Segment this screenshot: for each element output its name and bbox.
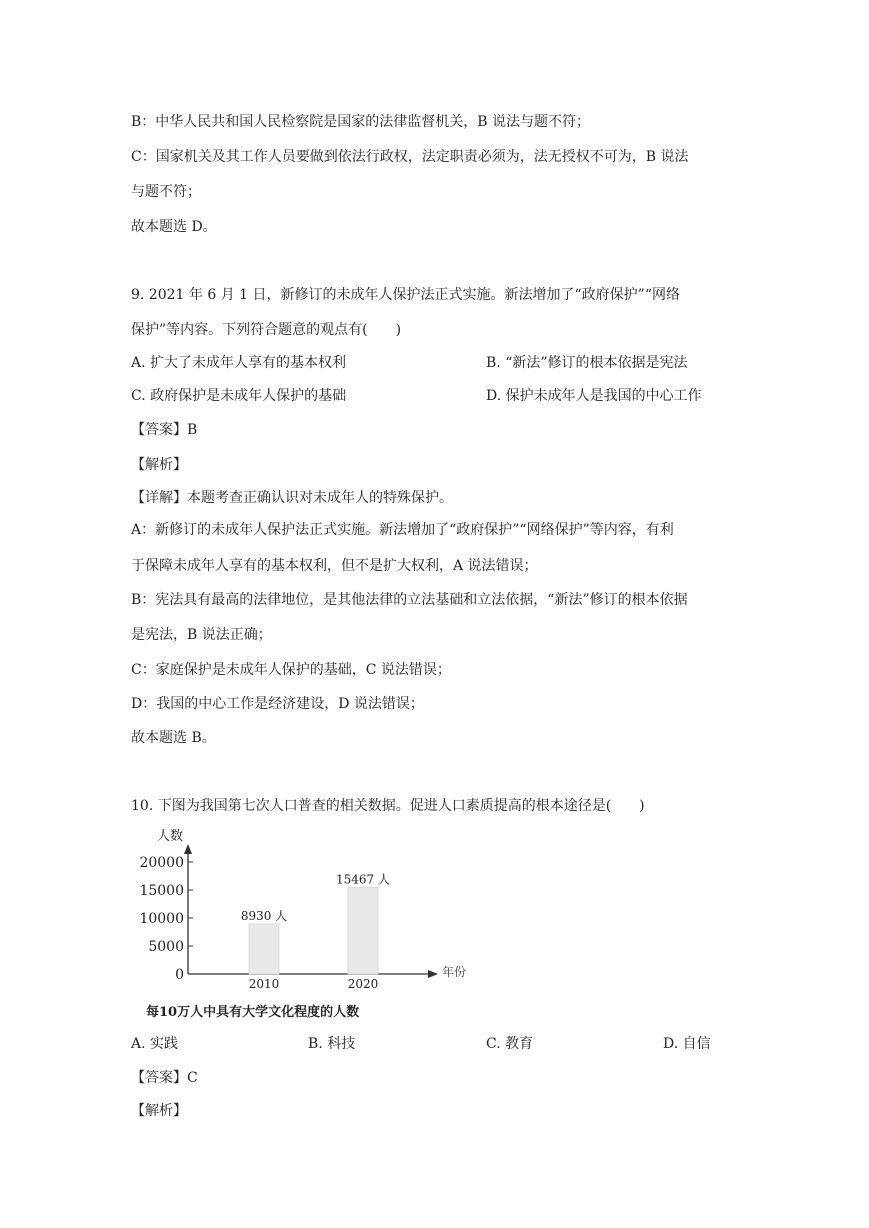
q10-analysis-label: 【解析】 [131,1103,187,1119]
q9-analysis-b-line2: 是宪法，B 说法正确； [131,627,272,643]
q9-conclusion: 故本题选 B。 [131,730,216,746]
prev-analysis-b: B：中华人民共和国人民检察院是国家的法律监督机关，B 说法与题不符； [131,114,591,130]
chart-bar-value-label: 8930 人 [240,908,288,923]
chart-y-tick-label: 5000 [148,939,184,955]
chart-bar [249,924,279,974]
chart-ylabel: 人数 [156,829,184,844]
q10-answer: 【答案】C [131,1070,198,1086]
q9-stem-line2: 保护”等内容。下列符合题意的观点有( ) [131,322,402,338]
q10-option-d: D. 自信 [663,1036,711,1052]
chart-x-axis-arrow [428,970,438,978]
q9-option-a: A. 扩大了未成年人享有的基本权利 [131,355,347,371]
q9-analysis-label: 【解析】 [131,457,187,473]
q9-option-b: B. “新法”修订的根本依据是宪法 [486,355,688,371]
chart-bar-value-label: 15467 人 [336,872,390,887]
q9-answer: 【答案】B [131,422,198,438]
chart-y-tick-label: 15000 [139,883,184,899]
q9-detail: 【详解】本题考查正确认识对未成年人的特殊保护。 [131,490,453,506]
q9-stem-line1: 9. 2021 年 6 月 1 日，新修订的未成年人保护法正式实施。新法增加了“政府保护”“网络 [131,287,680,303]
q10-option-a: A. 实践 [131,1036,179,1052]
chart-y-axis-arrow [184,844,192,854]
chart-bar [348,887,378,974]
chart-caption: 每10万人中具有大学文化程度的人数 [146,1005,360,1020]
q9-option-c: C. 政府保护是未成年人保护的基础 [131,388,347,404]
prev-analysis-c-line1: C：国家机关及其工作人员要做到依法行政权，法定职责必须为，法无授权不可为，B 说法 [131,149,689,165]
chart-y-tick-label: 10000 [139,911,184,927]
q9-analysis-b-line1: B：宪法具有最高的法律地位，是其他法律的立法基础和立法依据，“新法”修订的根本依据 [131,592,688,608]
chart-y-tick-label: 0 [175,967,184,983]
chart-x-tick-label: 2020 [347,977,379,991]
chart-y-tick-label: 20000 [139,855,184,871]
q9-option-d: D. 保护未成年人是我国的中心工作 [486,388,702,404]
q9-analysis-c: C：家庭保护是未成年人保护的基础，C 说法错误； [131,662,451,678]
q10-stem: 10. 下图为我国第七次人口普查的相关数据。促进人口素质提高的根本途径是( ) [131,798,645,814]
q10-option-b: B. 科技 [308,1036,356,1052]
chart-xlabel: 年份 [442,965,467,979]
q10-option-c: C. 教育 [486,1036,534,1052]
prev-analysis-c-line2: 与题不符； [131,184,201,200]
prev-conclusion: 故本题选 D。 [131,219,217,235]
q9-analysis-a-line2: 于保障未成年人享有的基本权利，但不是扩大权利，A 说法错误； [131,558,538,574]
q9-analysis-a-line1: A：新修订的未成年人保护法正式实施。新法增加了“政府保护”“网络保护”等内容，有利 [131,522,674,538]
education-bar-chart [130,828,467,1028]
q9-analysis-d: D：我国的中心工作是经济建设，D 说法错误； [131,696,424,712]
chart-x-tick-label: 2010 [248,977,280,991]
